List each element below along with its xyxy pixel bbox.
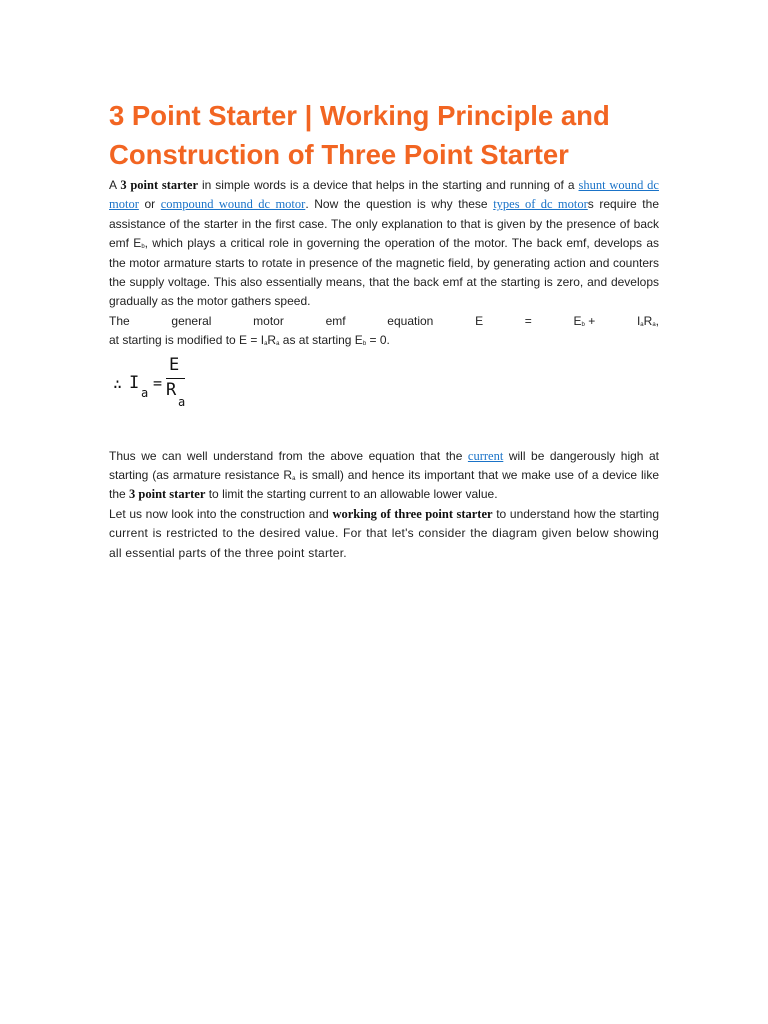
symbol: R bbox=[643, 313, 653, 328]
formula-lhs: I bbox=[129, 372, 140, 393]
link-types-of-dc-motor[interactable]: types of dc motor bbox=[493, 197, 588, 212]
text: . Now the question is why these bbox=[305, 197, 494, 212]
subscript: a bbox=[640, 321, 644, 328]
text: current is restricted to the desired value. For that let's consider the diagram given below showing all essential parts of the three point starter. bbox=[109, 526, 659, 560]
subscript: b bbox=[141, 244, 145, 251]
emf-equation-line bbox=[109, 312, 659, 331]
text: at starting is modified to E = I bbox=[109, 333, 265, 348]
construction-paragraph bbox=[109, 505, 659, 563]
bold-term: 3 point starter bbox=[129, 487, 206, 502]
symbol: + bbox=[584, 313, 596, 328]
symbol: , bbox=[655, 313, 659, 328]
text: as at starting E bbox=[279, 333, 363, 348]
subscript: a bbox=[276, 341, 280, 348]
subscript: a bbox=[292, 476, 296, 483]
subscript: b bbox=[581, 321, 585, 328]
text: s require the assistance of the starter in the first case. The only explanation to that is given by the presence of back emf E bbox=[109, 197, 659, 251]
text: = 0. bbox=[366, 333, 390, 348]
word: equation bbox=[387, 313, 434, 328]
bold-term: working of three point starter bbox=[332, 506, 493, 521]
link-current[interactable]: current bbox=[467, 448, 504, 463]
text: , which plays a critical role in governing the operation of the motor. The back emf, develops as the motor armature starts to rotate in presence of the magnetic field, by generating action and counters the supply voltage. This also essentially means, that the back emf at the starting is zero, and develops gradually as the motor gathers speed. bbox=[109, 236, 660, 309]
formula-denominator-subscript: a bbox=[178, 394, 186, 409]
text: will be dangerously high at starting (as armature resistance R bbox=[109, 448, 659, 483]
word: E bbox=[475, 313, 484, 328]
word: emf bbox=[325, 313, 346, 328]
starting-condition-line bbox=[109, 331, 659, 350]
page-title: 3 Point Starter | Working Principle and Construction of Three Point Starter bbox=[109, 100, 610, 170]
text: R bbox=[267, 333, 277, 348]
formula-numerator: E bbox=[169, 354, 180, 375]
text: is small) and hence its important that we make use of a device like the bbox=[109, 468, 660, 502]
formula-lhs-subscript: a bbox=[141, 385, 149, 400]
armature-current-formula bbox=[109, 354, 659, 427]
therefore-symbol: ∴ bbox=[113, 374, 123, 393]
text: to understand how the starting bbox=[492, 506, 659, 521]
formula-denominator: R bbox=[166, 379, 177, 400]
text: to limit the starting current to an allowable lower value. bbox=[205, 487, 498, 502]
iara-term bbox=[637, 312, 659, 331]
link-compound-wound-dc-motor[interactable]: compound wound dc motor bbox=[160, 197, 306, 212]
formula-equals: = bbox=[153, 373, 163, 392]
symbol: E bbox=[573, 313, 582, 328]
subscript: a bbox=[652, 321, 656, 328]
symbol: I bbox=[636, 313, 641, 328]
text: or bbox=[138, 197, 161, 212]
text: A bbox=[109, 178, 121, 192]
intro-paragraph bbox=[109, 176, 659, 312]
bold-term: 3 point starter bbox=[120, 178, 198, 192]
word: = bbox=[524, 313, 532, 328]
text: Let us now look into the construction and bbox=[109, 506, 333, 521]
word: The bbox=[109, 313, 130, 328]
eb-term bbox=[574, 312, 596, 331]
subscript: a bbox=[264, 341, 268, 348]
word: motor bbox=[253, 313, 284, 328]
fraction-bar bbox=[166, 378, 185, 379]
text: in simple words is a device that helps in the starting and running of a bbox=[198, 178, 579, 192]
word: general bbox=[171, 313, 212, 328]
text: Thus we can well understand from the above equation that the bbox=[109, 448, 468, 463]
subscript: b bbox=[362, 341, 367, 348]
link-shunt-wound-dc-motor[interactable]: shunt wound dc motor bbox=[109, 178, 659, 212]
article bbox=[109, 96, 659, 563]
explanation-paragraph bbox=[109, 447, 659, 505]
